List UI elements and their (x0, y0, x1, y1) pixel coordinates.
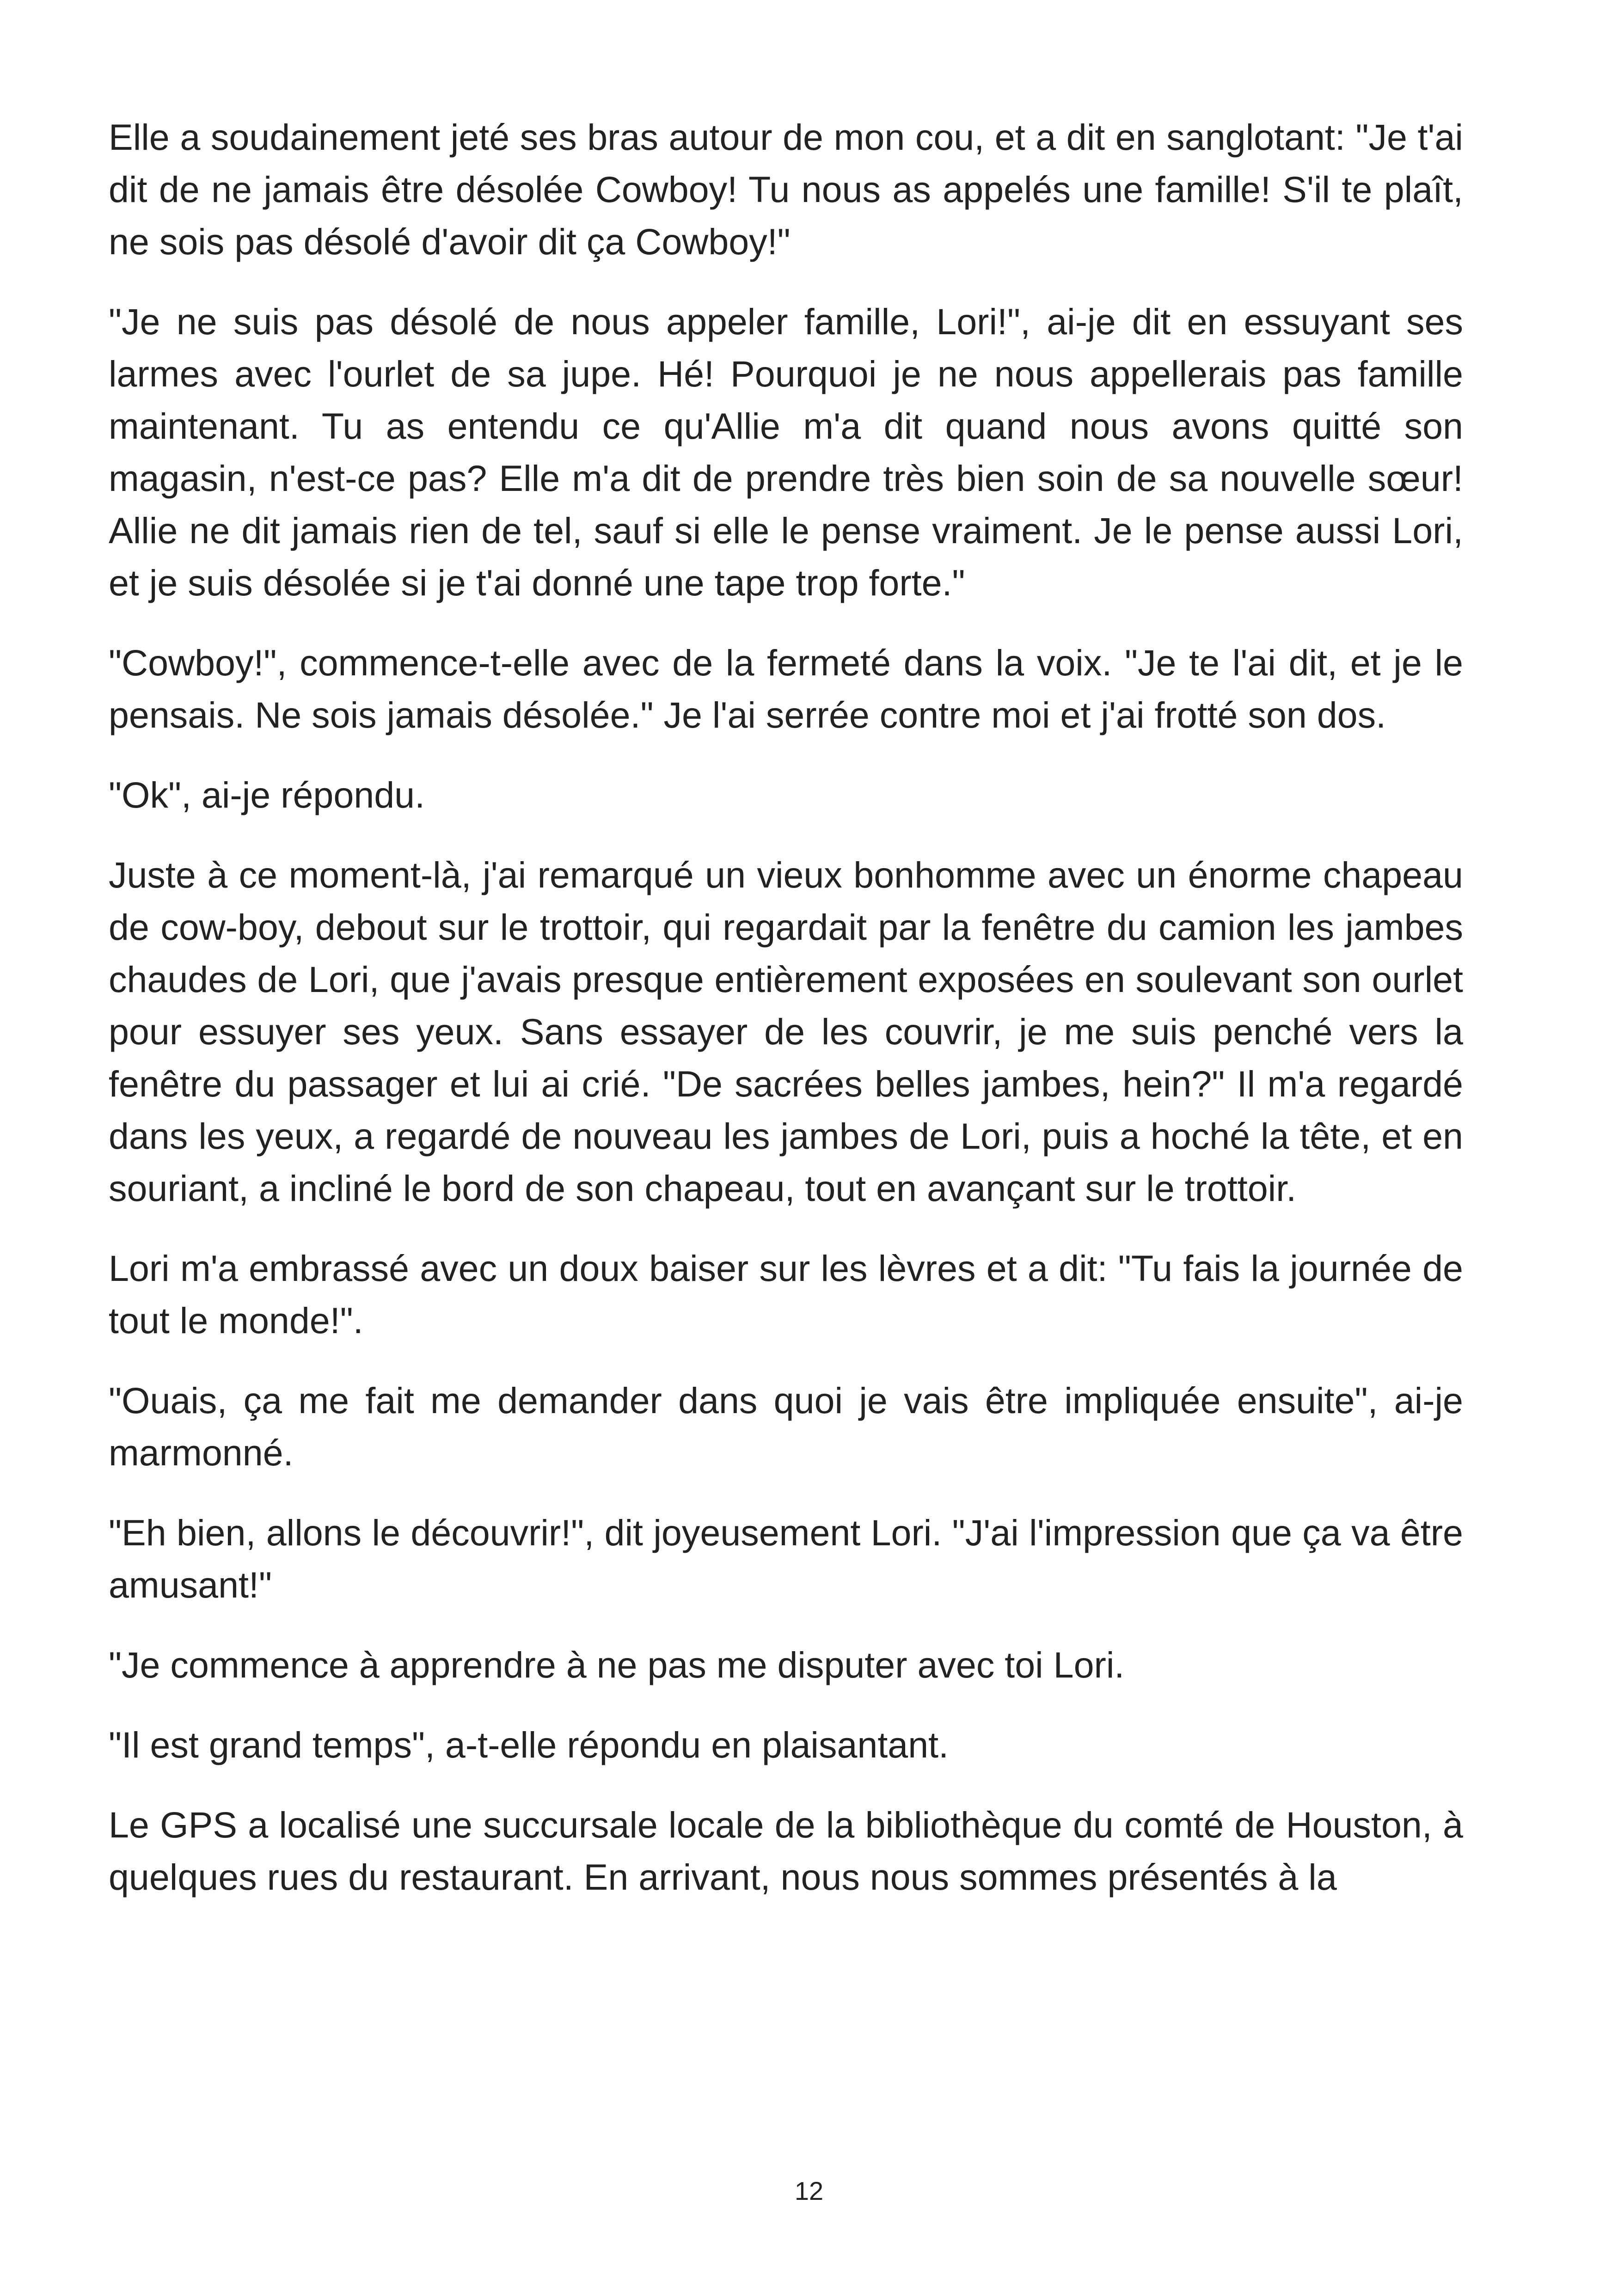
paragraph: Elle a soudainement jeté ses bras autour de mon cou, et a dit en sanglotant: "Je t'ai dit de ne jamais être désolée Cowboy! Tu nous as appelés une famille! S'il te plaît, ne sois pas désolé d'avoir dit ça Cowboy!" (109, 116, 1463, 262)
paragraph: "Eh bien, allons le découvrir!", dit joyeusement Lori. "J'ai l'impression que ça va être amusant!" (109, 1512, 1463, 1605)
page-body (109, 111, 1463, 2145)
paragraph: Lori m'a embrassé avec un doux baiser sur les lèvres et a dit: "Tu fais la journée de tout le monde!". (109, 1248, 1463, 1341)
paragraph: "Ouais, ça me fait me demander dans quoi je vais être impliquée ensuite", ai-je marmonné. (109, 1380, 1463, 1473)
paragraph: Juste à ce moment-là, j'ai remarqué un vieux bonhomme avec un énorme chapeau de cow-boy, debout sur le trottoir, qui regardait par la fenêtre du camion les jambes chaudes de Lori, que j'avais presque entièrement exposées en soulevant son ourlet pour essuyer ses yeux. Sans essayer de les couvrir, je me suis penché vers la fenêtre du passager et lui ai crié. "De sacrées belles jambes, hein?" Il m'a regardé dans les yeux, a regardé de nouveau les jambes de Lori, puis a hoché la tête, et en souriant, a incliné le bord de son chapeau, tout en avançant sur le trottoir. (109, 854, 1463, 1209)
paragraph: "Cowboy!", commence-t-elle avec de la fermeté dans la voix. "Je te l'ai dit, et je le pensais. Ne sois jamais désolée." Je l'ai serrée contre moi et j'ai frotté son dos. (109, 642, 1463, 735)
paragraph: "Il est grand temps", a-t-elle répondu en plaisantant. (109, 1724, 949, 1765)
paragraph: "Je commence à apprendre à ne pas me disputer avec toi Lori. (109, 1644, 1125, 1685)
paragraph: Le GPS a localisé une succursale locale de la bibliothèque du comté de Houston, à quelques rues du restaurant. En arrivant, nous nous sommes présentés à la (109, 1804, 1463, 1898)
paragraph: "Ok", ai-je répondu. (109, 774, 425, 815)
paragraph: "Je ne suis pas désolé de nous appeler famille, Lori!", ai-je dit en essuyant ses larmes avec l'ourlet de sa jupe. Hé! Pourquoi je ne nous appellerais pas famille maintenant. Tu as entendu ce qu'Allie m'a dit quand nous avons quitté son magasin, n'est-ce pas? Elle m'a dit de prendre très bien soin de sa nouvelle sœur! Allie ne dit jamais rien de tel, sauf si elle le pense vraiment. Je le pense aussi Lori, et je suis désolée si je t'ai donné une tape trop forte." (109, 301, 1463, 603)
page-number: 12 (794, 2176, 824, 2205)
